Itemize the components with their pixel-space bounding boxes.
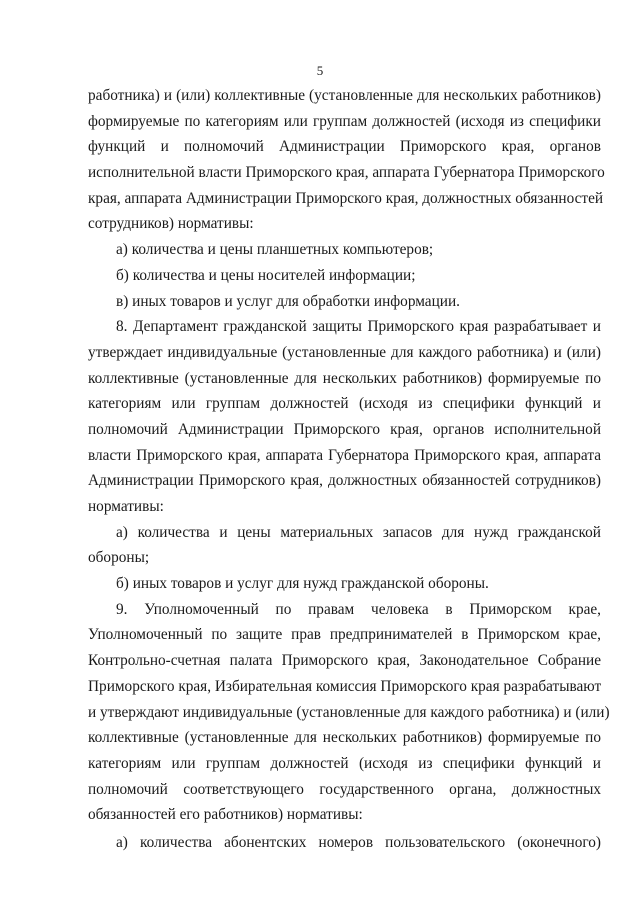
text-line: 9. Уполномоченный по правам человека в Приморском крае, xyxy=(116,600,601,618)
text-line: края, аппарата Администрации Приморского края, должностных обязанностей xyxy=(88,189,604,207)
text-line: а) количества и цены планшетных компьютеров; xyxy=(116,241,434,259)
text-line: в) иных товаров и услуг для обработки информации. xyxy=(116,292,460,310)
text-line: власти Приморского края, аппарата Губернатора Приморского края, аппарата xyxy=(88,446,601,464)
text-line: полномочий Администрации Приморского края, органов исполнительной xyxy=(88,420,601,438)
text-line: обороны; xyxy=(88,549,150,567)
text-line: б) иных товаров и услуг для нужд гражданской обороны. xyxy=(116,575,489,593)
text-line: Приморского края, Избирательная комиссия Приморского края разрабатывают xyxy=(88,677,602,695)
text-line: категориям или группам должностей (исходя из специфики функций и xyxy=(88,754,601,772)
text-line: Администрации Приморского края, должностных обязанностей сотрудников) xyxy=(88,472,601,490)
text-line: утверждает индивидуальные (установленные для каждого работника) и (или) xyxy=(88,343,601,361)
text-line: полномочий соответствующего государственного органа, должностных xyxy=(88,780,601,798)
text-line: коллективные (установленные для нескольких работников) формируемые по xyxy=(88,369,601,387)
text-line: б) количества и цены носителей информации; xyxy=(116,266,416,284)
text-line: сотрудников) нормативы: xyxy=(88,215,254,233)
document-body xyxy=(88,83,610,856)
text-line: коллективные (установленные для нескольких работников) формируемые по xyxy=(88,729,601,747)
text-line: работника) и (или) коллективные (установленные для нескольких работников) xyxy=(88,87,601,104)
text-line: 8. Департамент гражданской защиты Приморского края разрабатывает и xyxy=(116,318,601,336)
text-line: категориям или группам должностей (исходя из специфики функций и xyxy=(88,395,601,413)
text-line: функций и полномочий Администрации Приморского края, органов xyxy=(88,138,601,156)
text-line: обязанностей его работников) нормативы: xyxy=(88,806,363,824)
text-line: Уполномоченный по защите прав предпринимателей в Приморском крае, xyxy=(88,626,601,644)
text-line: а) количества и цены материальных запасов для нужд гражданской xyxy=(116,523,601,541)
text-line: исполнительной власти Приморского края, аппарата Губернатора Приморского xyxy=(88,164,605,182)
text-line: и утверждают индивидуальные (установленные для каждого работника) и (или) xyxy=(88,703,610,721)
text-line: нормативы: xyxy=(88,498,164,515)
page-number: 5 xyxy=(316,63,324,78)
text-line: а) количества абонентских номеров пользовательского (оконечного) xyxy=(116,833,601,851)
text-line: формируемые по категориям или группам должностей (исходя из специфики xyxy=(88,112,601,130)
text-line: Контрольно-счетная палата Приморского края, Законодательное Собрание xyxy=(88,652,601,670)
